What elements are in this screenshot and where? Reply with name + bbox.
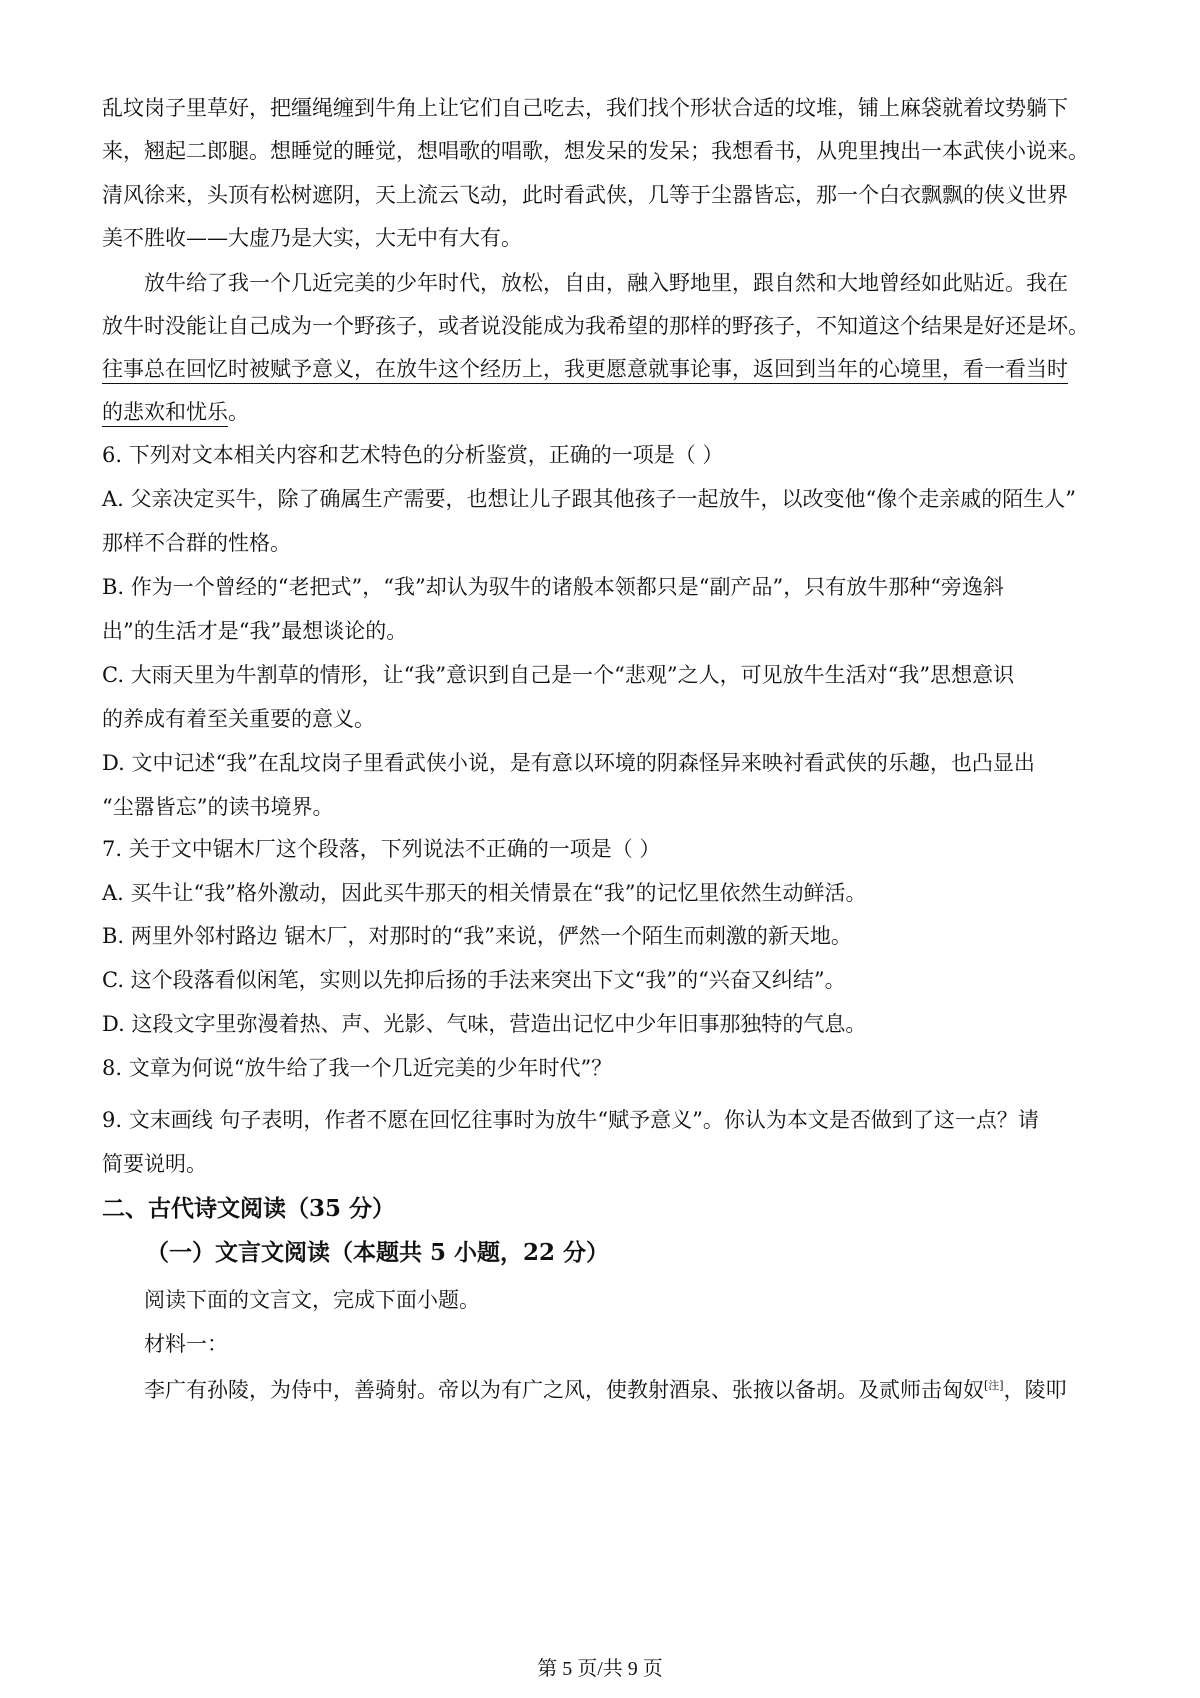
- question-6-option-c-line-1: C. 大雨天里为牛割草的情形，让“我”意识到自己是一个“悲观”之人，可见放牛生活对“我”思想意识: [102, 663, 1015, 687]
- question-6-option-b-line-1: B. 作为一个曾经的“老把式”，“我”却认为驭牛的诸般本领都只是“副产品”，只有放牛那种“旁逸斜: [102, 575, 1004, 599]
- passage-line-7-underlined: [102, 355, 1068, 383]
- question-6-option-b-line-2: 出”的生活才是“我”最想谈论的。: [102, 619, 408, 643]
- passage-line-8: [102, 398, 249, 426]
- passage-line-4: 美不胜收——大虚乃是大实，大无中有大有。: [102, 226, 522, 250]
- section-2-title: 二、古代诗文阅读（35 分）: [102, 1195, 396, 1222]
- passage-line-3: 清风徐来，头顶有松树遮阴，天上流云飞动，此时看武侠，几等于尘嚣皆忘，那一个白衣飘飘的侠义世界: [102, 183, 1068, 207]
- section-2-instruction: 阅读下面的文言文，完成下面小题。: [144, 1288, 480, 1312]
- underlined-sentence: 往事总在回忆时被赋予意义，在放牛这个经历上，我更愿意就事论事，返回到当年的心境里，看一看当时: [102, 357, 1068, 381]
- material-1-label: 材料一：: [144, 1332, 228, 1356]
- question-6-option-c-line-2: 的养成有着至关重要的意义。: [102, 707, 375, 731]
- question-6-option-d-line-1: D. 文中记述“我”在乱坟岗子里看武侠小说，是有意以环境的阴森怪异来映衬看武侠的乐趣，也凸显出: [102, 751, 1035, 775]
- classical-text-tail: ，陵叩: [1003, 1378, 1067, 1402]
- question-6-option-d-line-2: “尘嚣皆忘”的读书境界。: [102, 795, 334, 819]
- question-8-stem: 8. 文章为何说“放牛给了我一个几近完美的少年时代”？: [102, 1056, 613, 1080]
- classical-text-line-1: [144, 1376, 1067, 1404]
- question-7-stem: 7. 关于文中锯木厂这个段落，下列说法不正确的一项是（ ）: [102, 837, 661, 861]
- question-7-option-d: D. 这段文字里弥漫着热、声、光影、气味，营造出记忆中少年旧事那独特的气息。: [102, 1012, 867, 1036]
- passage-line-6: 放牛时没能让自己成为一个野孩子，或者说没能成为我希望的那样的野孩子，不知道这个结果是好还是坏。: [102, 314, 1089, 338]
- question-9-line-1: 9. 文末画线 句子表明，作者不愿在回忆往事时为放牛“赋予意义”。你认为本文是否做到了这一点？请: [102, 1108, 1039, 1132]
- question-6-option-a-line-2: 那样不合群的性格。: [102, 531, 291, 555]
- passage-line-2: 来，翘起二郎腿。想睡觉的睡觉，想唱歌的唱歌，想发呆的发呆；我想看书，从兜里拽出一本武侠小说来。: [102, 139, 1089, 163]
- passage-line-1: 乱坟岗子里草好，把缰绳缠到牛角上让它们自己吃去，我们找个形状合适的坟堆，铺上麻袋就着坟势躺下: [102, 96, 1068, 120]
- section-2-subtitle: （一）文言文阅读（本题共 5 小题，22 分）: [146, 1239, 610, 1266]
- question-9-line-2: 简要说明。: [102, 1152, 207, 1176]
- question-6-stem: 6. 下列对文本相关内容和艺术特色的分析鉴赏，正确的一项是（ ）: [102, 443, 724, 467]
- classical-text: 李广有孙陵，为侍中，善骑射。帝以为有广之风，使教射酒泉、张掖以备胡。及贰师击匈奴: [144, 1378, 984, 1402]
- question-7-option-b: B. 两里外邻村路边 锯木厂，对那时的“我”来说，俨然一个陌生而刺激的新天地。: [102, 924, 852, 948]
- note-marker: [注]: [984, 1379, 1004, 1392]
- question-7-option-c: C. 这个段落看似闲笔，实则以先抑后扬的手法来突出下文“我”的“兴奋又纠结”。: [102, 968, 846, 992]
- passage-period: 。: [228, 400, 249, 424]
- page-number-footer: 第 5 页/共 9 页: [537, 1658, 663, 1680]
- question-6-option-a-line-1: A. 父亲决定买牛，除了确属生产需要，也想让儿子跟其他孩子一起放牛，以改变他“像个走亲戚的陌生人”: [102, 487, 1076, 511]
- question-7-option-a: A. 买牛让“我”格外激动，因此买牛那天的相关情景在“我”的记忆里依然生动鲜活。: [102, 881, 867, 905]
- passage-line-5: 放牛给了我一个几近完美的少年时代，放松，自由，融入野地里，跟自然和大地曾经如此贴近。我在: [144, 271, 1068, 295]
- underlined-sentence-end: 的悲欢和忧乐: [102, 400, 228, 424]
